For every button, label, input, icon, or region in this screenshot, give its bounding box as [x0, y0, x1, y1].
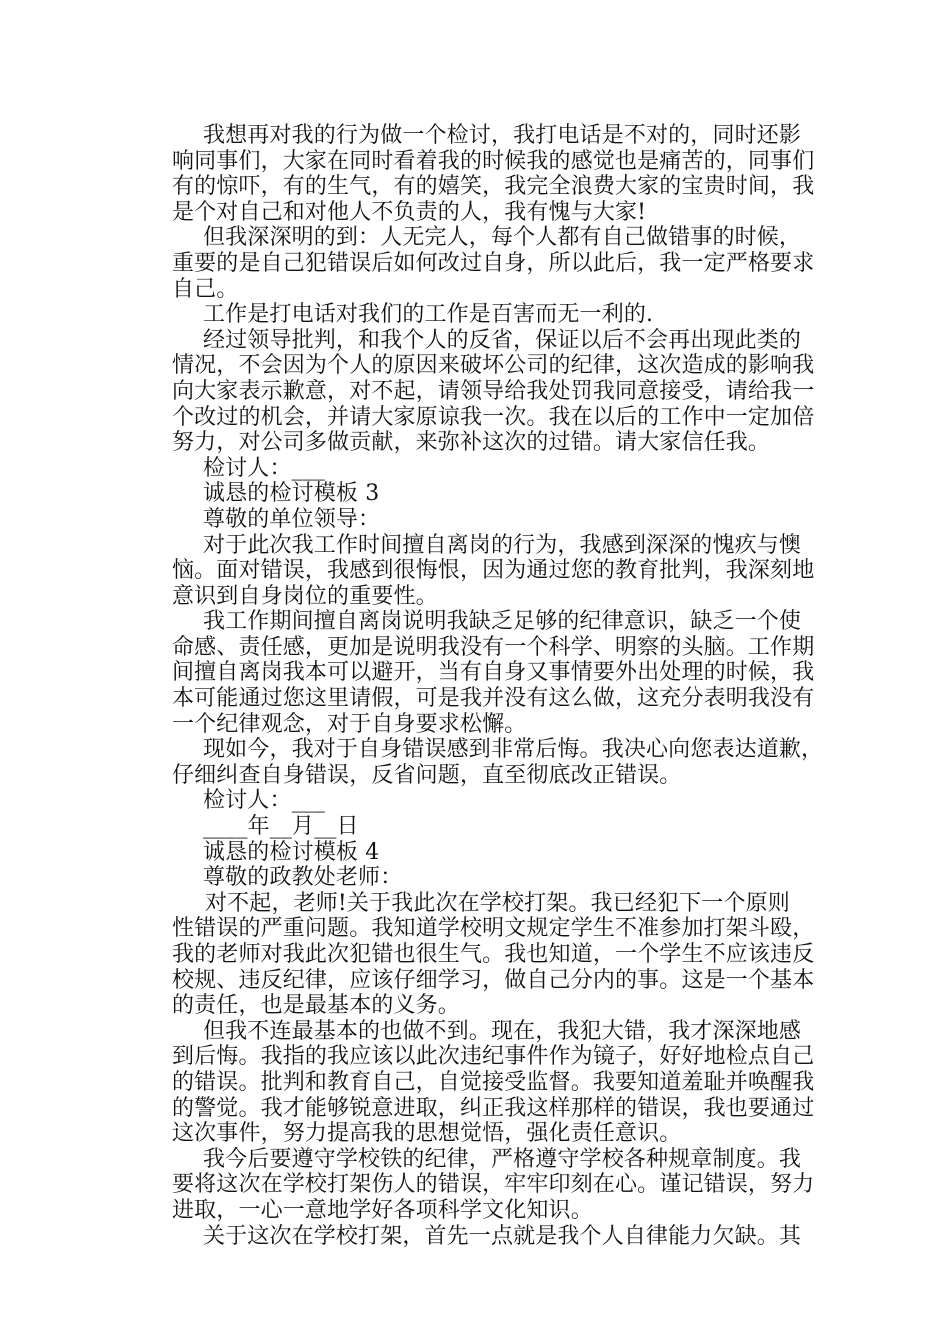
paragraph-line: 我想再对我的行为做一个检讨，我打电话是不对的，同时还影: [203, 123, 802, 148]
salutation: 尊敬的政教处老师：: [203, 865, 403, 891]
paragraph-line: 但我不连最基本的也做不到。现在，我犯大错，我才深深地感: [203, 1018, 802, 1044]
date-line: ____年__月__日: [203, 814, 359, 840]
paragraph-line: 但我深深明的到：人无完人，每个人都有自己做错事的时候，: [203, 225, 802, 251]
paragraph-line: 经过领导批判，和我个人的反省，保证以后不会再出现此类的: [203, 327, 802, 353]
paragraph-line: 恼。面对错误，我感到很悔恨，因为通过您的教育批判，我深刻地: [172, 558, 815, 584]
paragraph-line: 我的老师对我此次犯错也很生气。我也知道，一个学生不应该违反: [172, 942, 815, 967]
paragraph-line: 有的惊吓，有的生气，有的嬉笑，我完全浪费大家的宝贵时间，我: [172, 174, 815, 200]
paragraph-line: 校规、违反纪律，应该仔细学习，做自己分内的事。这是一个基本: [172, 967, 815, 993]
paragraph-line: 重要的是自己犯错误后如何改过自身，所以此后，我一定严格要求: [172, 250, 815, 276]
paragraph-line: 进取，一心一意地学好各项科学文化知识。: [172, 1197, 593, 1223]
paragraph-line: 我工作期间擅自离岗说明我缺乏足够的纪律意识，缺乏一个使: [203, 609, 802, 635]
paragraph-line: 要将这次在学校打架伤人的错误，牢牢印刻在心。谨记错误，努力: [172, 1172, 815, 1198]
paragraph-line: 间擅自离岗我本可以避开，当有自身又事情要外出处理的时候，我: [172, 660, 815, 686]
paragraph-line: 努力，对公司多做贡献，来弥补这次的过错。请大家信任我。: [172, 430, 771, 456]
paragraph-line: 自己。: [172, 276, 239, 302]
paragraph-line: 向大家表示歉意，对不起，请领导给我处罚我同意接受，请给我一: [172, 378, 815, 404]
paragraph-line: 关于这次在学校打架，首先一点就是我个人自律能力欠缺。其: [203, 1223, 802, 1249]
paragraph-line: 到后悔。我指的我应该以此次违纪事件作为镜子，好好地检点自己: [172, 1044, 815, 1070]
paragraph-line: 的错误。批判和教育自己，自觉接受监督。我要知道羞耻并唤醒我: [172, 1069, 815, 1095]
paragraph-line: 现如今，我对于自身错误感到非常后悔。我决心向您表达道歉，: [203, 737, 824, 763]
paragraph-line: 意识到自身岗位的重要性。: [172, 583, 438, 609]
paragraph-line: 的警觉。我才能够锐意进取，纠正我这样那样的错误，我也要通过: [172, 1095, 815, 1121]
document-body: [172, 123, 824, 1249]
paragraph-line: 情况，不会因为个人的原因来破坏公司的纪律，这次造成的影响我: [172, 353, 815, 379]
paragraph-line: 我今后要遵守学校铁的纪律，严格遵守学校各种规章制度。我: [203, 1146, 802, 1172]
salutation: 尊敬的单位领导：: [203, 506, 381, 532]
paragraph-line: 工作是打电话对我们的工作是百害而无一利的.: [203, 302, 654, 328]
paragraph-line: 本可能通过您这里请假，可是我并没有这么做，这充分表明我没有: [172, 686, 815, 712]
paragraph-line: 是个对自己和对他人不负责的人，我有愧与大家!: [172, 199, 647, 225]
paragraph-line: 性错误的严重问题。我知道学校明文规定学生不准参加打架斗殴，: [172, 916, 815, 942]
paragraph-line: 个改过的机会，并请大家原谅我一次。我在以后的工作中一定加倍: [172, 404, 815, 430]
paragraph-line: 响同事们，大家在同时看着我的时候我的感觉也是痛苦的，同事们: [172, 148, 815, 174]
paragraph-line: 仔细纠查自身错误，反省问题，直至彻底改正错误。: [172, 762, 682, 788]
paragraph-line: 命感、责任感，更加是说明我没有一个科学、明察的头脑。工作期: [172, 634, 815, 660]
paragraph-line: 这次事件，努力提高我的思想觉悟，强化责任意识。: [172, 1121, 682, 1147]
signature-line: 检讨人：___: [203, 455, 326, 481]
paragraph-line: 的责任，也是最基本的义务。: [172, 993, 460, 1019]
paragraph-line: 对于此次我工作时间擅自离岗的行为，我感到深深的愧疚与懊: [203, 532, 802, 558]
paragraph-line: 对不起，老师!关于我此次在学校打架。我已经犯下一个原则: [205, 890, 790, 916]
paragraph-line: 一个纪律观念，对于自身要求松懈。: [172, 711, 527, 737]
section-heading: 诚恳的检讨模板 4: [203, 839, 380, 865]
signature-line: 检讨人：___: [203, 788, 326, 814]
section-heading: 诚恳的检讨模板 3: [203, 481, 380, 507]
